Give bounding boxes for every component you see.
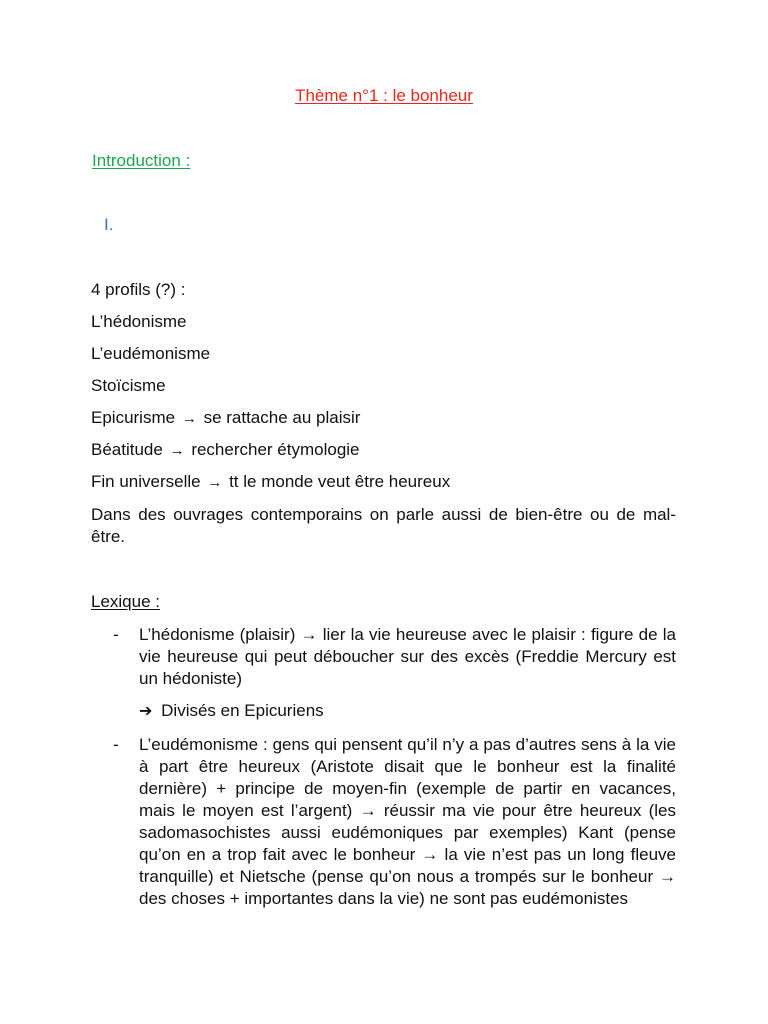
profile-line [91, 439, 360, 462]
profiles-intro: 4 profils (?) : [91, 280, 186, 299]
profile-label: L’hédonisme [91, 312, 187, 331]
bold-arrow-icon: ➔ [139, 703, 153, 720]
profile-note: rechercher étymologie [191, 440, 360, 459]
list-bullet: - [113, 625, 119, 644]
profile-line [91, 375, 166, 397]
lexique-item-hedonisme: L’hédonisme (plaisir) → lier la vie heureuse avec le plaisir : figure de la vie heureuse qui peut déboucher sur des excès (Freddie Mercury est un hédoniste) [139, 625, 676, 688]
arrow-icon: → [207, 474, 223, 491]
sub-arrow-text: Divisés en Epicuriens [161, 701, 324, 720]
intro-paragraph: Dans des ouvrages contemporains on parle aussi de bien-être ou de mal-être. [91, 505, 676, 546]
lexique-item-eudemonisme: L’eudémonisme : gens qui pensent qu’il n’y a pas d’autres sens à la vie à part être heureux (Aristote disait que le bonheur est la finalité dernière) + principe de moyen-fin (exemple de partir en vacances, mais le moyen est l’argent) → réussir ma vie pour être heureux (les sadomasochistes aussi eudémoniques par exemples) Kant (pense qu’on en a trop fait avec le bonheur → la vie n’est pas un long fleuve tranquille) et Nietsche (pense qu’on nous a trompés sur le bonheur → des choses + importantes dans la vie) ne sont pas eudémonistes [139, 735, 676, 908]
list-bullet: - [113, 735, 119, 754]
profile-note: se rattache au plaisir [203, 408, 361, 427]
introduction-heading: Introduction : [92, 151, 191, 170]
arrow-icon: → [181, 410, 197, 427]
profile-label: Stoïcisme [91, 376, 166, 395]
arrow-icon: → [169, 442, 185, 459]
profile-label: Epicurisme [91, 408, 176, 427]
profile-note: tt le monde veut être heureux [229, 472, 451, 491]
lexique-heading: Lexique : [91, 592, 160, 611]
page-title: Thème n°1 : le bonheur [295, 86, 473, 105]
profile-label: Béatitude [91, 440, 163, 459]
profile-line [91, 471, 450, 494]
sub-arrow-line [139, 700, 324, 723]
profile-line [91, 343, 210, 365]
profile-line [91, 407, 360, 430]
profile-label: L’eudémonisme [91, 344, 211, 363]
profile-label: Fin universelle [91, 472, 201, 491]
numbered-item: I. [104, 215, 114, 234]
profile-line [91, 311, 186, 333]
